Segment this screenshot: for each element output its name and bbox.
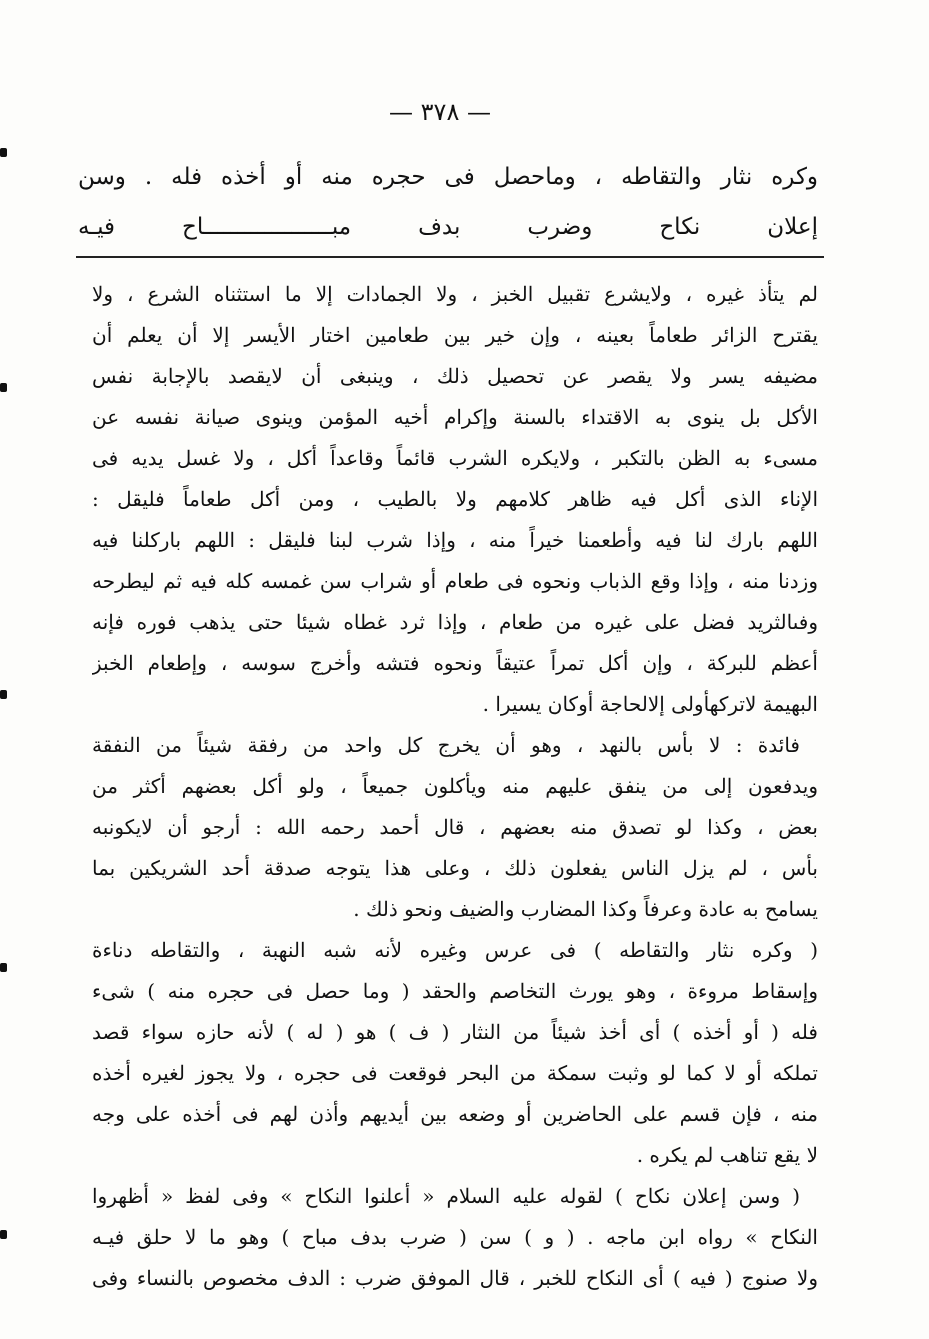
commentary-line: ويدفعون إلى من ينفق عليهم منه ويأكلون جميعاً ، ولو أكل بعضهم أكثر من [92,774,818,798]
margin-mark [0,963,7,972]
commentary-line: الأكل بل ينوى به الاقتداء بالسنة وإكرام أخيه المؤمن وينوى صيانة نفسه عن [92,405,818,429]
margin-mark [0,1230,7,1239]
commentary-line: مسىء به الظن بالتكبر ، ولايكره الشرب قائماً وقاعداً أكل ، ولا غسل يديه فى [92,446,818,470]
matn-line: وكره نثار والتقاطه ، وماحصل فى حجره منه أو أخذه فله . وسن [78,164,818,190]
commentary-line: ولا صنوج ( فيه ) أى النكاح للخبر ، قال الموفق ضرب : الدف مخصوص بالنساء وفى [92,1266,818,1290]
margin-mark [0,383,7,392]
commentary-line: منه ، فإن قسم على الحاضرين أو وضعه بين أيديهم وأذن لهم فى أخذه على وجه [92,1102,818,1126]
commentary-line: أعظم للبركة ، وإن أكل تمراً عتيقاً ونحوه فتشه وأخرج سوسه ، وإطعام الخبز [92,651,818,675]
commentary-line: يقترح الزائر طعاماً بعينه ، وإن خير بين طعامين اختار الأيسر إلا أن يعلم أن [92,323,818,347]
margin-mark [0,148,7,157]
commentary-line: بعض ، وكذا لو تصدق منه بعضهم ، قال أحمد رحمه الله : أرجو أن لايكونبه [92,815,818,839]
commentary-line: مضيفه يسر ولا يقصر عن تحصيل ذلك ، وينبغى أن لايقصد بالإجابة نفس [92,364,818,388]
commentary-line: لم يتأذ غيره ، ولايشرع تقبيل الخبز ، ولا الجمادات إلا ما استثناه الشرع ، ولا [92,282,818,306]
commentary-line: بأس ، لم يزل الناس يفعلون ذلك ، وعلى هذا يتوجه صدقة أحد الشريكين بما [92,856,818,880]
matn-text-block [78,152,818,252]
commentary-line: اللهم بارك لنا فيه وأطعمنا خيراً منه ، وإذا شرب لبنا فليقل : اللهم باركلنا فيه [92,528,818,552]
margin-mark [0,690,7,699]
commentary-line: الإناء الذى أكل فيه ظاهر كلامهم ولا بالطيب ، ومن أكل طعاماً فليقل : [92,487,818,511]
commentary-line: فائدة : لا بأس بالنهد ، وهو أن يخرج كل واحد من رفقة شيئاً من النفقة [92,733,800,757]
commentary-line: وفىالثريد فضل على غيره من طعام ، وإذا ثرد غطاه شيئا حتى يذهب فوره فإنه [92,610,818,634]
page-number: — ٣٧٨ — [389,98,491,126]
commentary-line: البهيمة لاتركهأولى إلالحاجة أوكان يسيرا . [482,692,818,716]
matn-line: إعلان نكاح وضرب بدف مبـــــــــــــــــــاح فيـه [78,214,818,240]
commentary-line: ( وكره نثار والتقاطه ) فى عرس وغيره لأنه شبه النهبة ، والتقاطه دناءة [92,938,818,962]
sharh-commentary-block [92,274,818,1299]
commentary-line: ( وسن إعلان نكاح ) لقوله عليه السلام « أعلنوا النكاح » وفى لفظ « أظهروا [92,1184,800,1208]
section-divider [76,256,824,258]
commentary-line: لا يقع تناهب لم يكره . [636,1143,818,1167]
commentary-line: تملكه أو لا كما لو وثبت سمكة من البحر فوقعت فى حجره ، ولا يجوز لغيره أخذه [92,1061,818,1085]
commentary-line: وإسقاط مروءة ، وهو يورث التخاصم والحقد ( وما حصل فى حجره منه ) شىء [92,979,818,1003]
commentary-line: وزدنا منه ، وإذا وقع الذباب ونحوه فى طعام أو شراب سن غمسه كله فيه ثم ليطرحه [92,569,818,593]
commentary-line: النكاح » رواه ابن ماجه . ( و ) سن ( ضرب بدف مباح ) وهو ما لا حلق فيـه [92,1225,818,1249]
commentary-line: فله ( أو أخذه ) أى أخذ شيئاً من النثار ( ف ) هو ( له ) لأنه حازه سواء قصد [92,1020,818,1044]
commentary-line: يسامح به عادة وعرفاً وكذا المضارب والضيف ونحو ذلك . [353,897,818,921]
